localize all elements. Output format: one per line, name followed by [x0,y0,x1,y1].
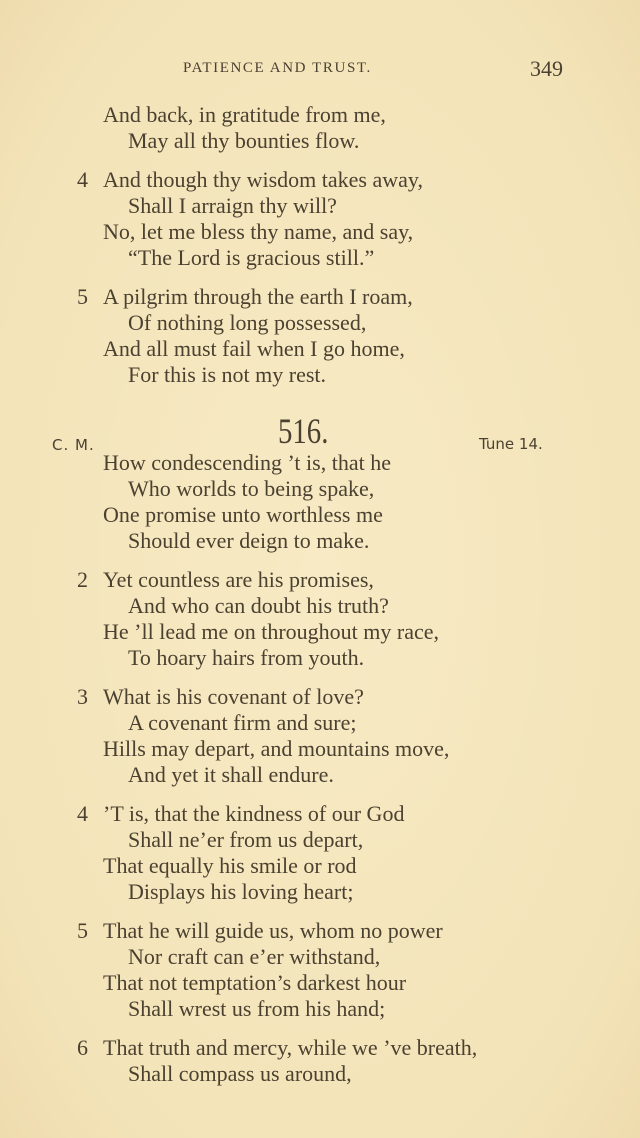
verse-text: No, let me bless thy name, and say, [103,219,414,244]
verse-line [0,827,640,853]
verse-line [0,1035,640,1061]
verse-line [0,1061,640,1087]
verse-text: Displays his loving heart; [128,879,354,904]
verse-text: Shall wrest us from his hand; [128,996,386,1021]
verse-line [0,567,640,593]
stanza-number: 2 [77,567,88,592]
stanza-number: 6 [77,1035,88,1060]
stanza [0,1035,640,1087]
verse-text: That he will guide us, whom no power [103,918,443,943]
page-number: 349 [530,56,563,81]
verse-text: Should ever deign to make. [128,528,370,553]
verse-text: And yet it shall endure. [128,762,334,787]
verse-text: Shall I arraign thy will? [128,193,337,218]
stanza [0,284,640,388]
verse-text: ’T is, that the kindness of our God [103,801,405,826]
hymn-tune: Tune 14. [479,435,543,453]
verse-line [0,284,640,310]
verse-line [0,362,640,388]
stanza-number: 4 [77,801,88,826]
verse-line [0,879,640,905]
stanza-number: 3 [77,684,88,709]
verse-line [0,528,640,554]
stanza [0,450,640,554]
verse-line [0,853,640,879]
verse-line [0,102,640,128]
verse-text: One promise unto worthless me [103,502,383,527]
stanza [0,567,640,671]
running-head [0,56,640,82]
verse-line [0,193,640,219]
verse-text: What is his covenant of love? [103,684,364,709]
stanza-number: 5 [77,284,88,309]
hymn-meter: C. M. [52,436,95,454]
stanza [0,918,640,1022]
stanza [0,167,640,271]
verse-text: A covenant firm and sure; [128,710,357,735]
verse-text: And though thy wisdom takes away, [103,167,423,192]
stanza [0,102,640,154]
verse-line [0,167,640,193]
verse-text: “The Lord is gracious still.” [128,245,375,270]
verse-line [0,736,640,762]
stanza-number: 5 [77,918,88,943]
hymn-number: 516. [278,411,329,451]
verse-line [0,645,640,671]
verse-line [0,219,640,245]
verse-text: That equally his smile or rod [103,853,357,878]
verse-line [0,310,640,336]
verse-line [0,450,640,476]
verse-line [0,245,640,271]
verse-text: Nor craft can e’er withstand, [128,944,381,969]
stanza-number: 4 [77,167,88,192]
verse-line [0,996,640,1022]
section-title: PATIENCE AND TRUST. [183,60,372,76]
verse-text: He ’ll lead me on throughout my race, [103,619,440,644]
verse-text: And who can doubt his truth? [128,593,389,618]
verse-line [0,710,640,736]
verse-line [0,593,640,619]
verse-text: Shall ne’er from us depart, [128,827,364,852]
verse-line [0,762,640,788]
verse-line [0,128,640,154]
verse-line [0,801,640,827]
verse-text: That not temptation’s darkest hour [103,970,407,995]
verse-text: Who worlds to being spake, [128,476,375,501]
verse-text: Shall compass us around, [128,1061,352,1086]
verse-line [0,476,640,502]
verse-line [0,944,640,970]
verse-line [0,970,640,996]
verse-text: How condescending ’t is, that he [103,450,391,475]
verse-text: Of nothing long possessed, [128,310,367,335]
verse-text: Yet countless are his promises, [103,567,374,592]
verse-text: And back, in gratitude from me, [103,102,386,127]
previous-hymn-continuation [0,102,640,388]
verse-text: And all must fail when I go home, [103,336,405,361]
verse-line [0,918,640,944]
verse-text: A pilgrim through the earth I roam, [103,284,413,309]
verse-text: That truth and mercy, while we ’ve breath, [103,1035,478,1060]
verse-line [0,619,640,645]
verse-text: For this is not my rest. [128,362,327,387]
hymn-text [0,102,640,1100]
hymn-516-stanzas [0,450,640,1087]
verse-line [0,336,640,362]
verse-line [0,684,640,710]
verse-line [0,502,640,528]
verse-text: To hoary hairs from youth. [128,645,365,670]
stanza [0,801,640,905]
verse-text: Hills may depart, and mountains move, [103,736,450,761]
verse-text: May all thy bounties flow. [128,128,360,153]
stanza [0,684,640,788]
